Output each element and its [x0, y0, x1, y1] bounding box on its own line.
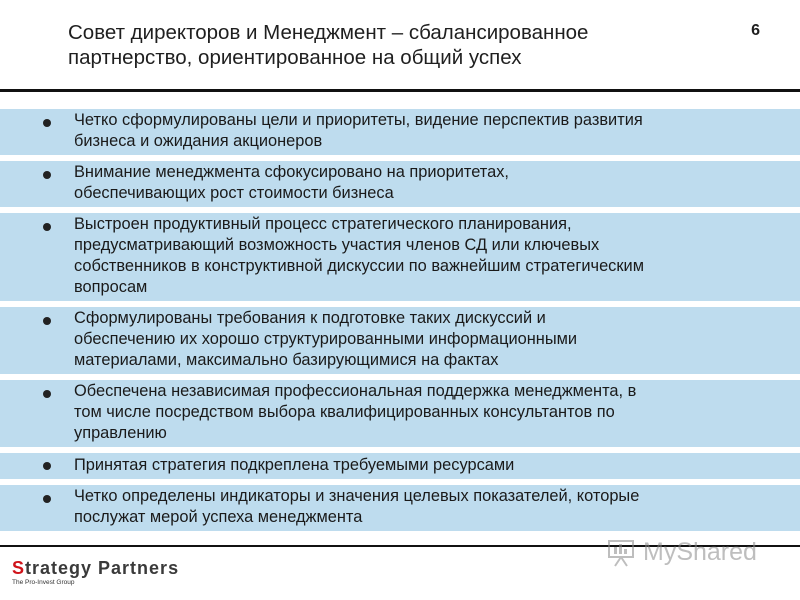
- list-item-line: Четко сформулированы цели и приоритеты, видение перспектив развития: [74, 111, 643, 129]
- presentation-icon: [605, 535, 639, 569]
- list-item-text: [74, 162, 774, 204]
- list-item-line: Обеспечена независимая профессиональная поддержка менеджмента, в: [74, 382, 637, 400]
- bullet-icon: [43, 495, 51, 503]
- list-item: [0, 109, 800, 155]
- watermark: [605, 534, 775, 570]
- list-item-line: собственников в конструктивной дискуссии по важнейшим стратегическим: [74, 257, 644, 275]
- list-item-line: послужат мерой успеха менеджмента: [74, 508, 363, 526]
- list-item-line: управлению: [74, 424, 167, 442]
- slide-title: [68, 20, 708, 70]
- list-item-line: обеспечению их хорошо структурированными информационными: [74, 330, 578, 348]
- list-item-line: Сформулированы требования к подготовке таких дискуссий и: [74, 309, 546, 327]
- bullet-icon: [43, 462, 51, 470]
- list-item-line: предусматривающий возможность участия членов СД или ключевых: [74, 236, 600, 254]
- list-item-line: Принятая стратегия подкреплена требуемыми ресурсами: [74, 456, 515, 474]
- watermark-text: MyShared: [643, 537, 757, 566]
- list-item-line: бизнеса и ожидания акционеров: [74, 132, 323, 150]
- title-divider: [0, 89, 800, 92]
- list-item-text: [74, 486, 774, 528]
- list-item-line: обеспечивающих рост стоимости бизнеса: [74, 184, 394, 202]
- list-item-text: [74, 308, 774, 371]
- list-item-line: вопросам: [74, 278, 148, 296]
- slide-title-line: Совет директоров и Менеджмент – сбалансированное: [68, 21, 589, 44]
- list-item-text: [74, 381, 774, 444]
- bullet-icon: [43, 390, 51, 398]
- bullet-list: [0, 109, 800, 543]
- list-item: [0, 161, 800, 207]
- bullet-icon: [43, 171, 51, 179]
- list-item: [0, 453, 800, 479]
- page-number: 6: [751, 22, 760, 39]
- list-item-text: [74, 214, 774, 298]
- slide-title-line: партнерство, ориентированное на общий успех: [68, 46, 522, 69]
- bullet-icon: [43, 317, 51, 325]
- list-item: [0, 213, 800, 301]
- list-item: [0, 380, 800, 447]
- company-logo: [12, 558, 242, 594]
- list-item-line: том числе посредством выбора квалифицированных консультантов по: [74, 403, 615, 421]
- list-item: [0, 485, 800, 531]
- list-item-line: материалами, максимально базирующимися на фактах: [74, 351, 499, 369]
- list-item-line: Внимание менеджмента сфокусировано на приоритетах,: [74, 163, 509, 181]
- logo-name-rest: trategy Partners: [25, 558, 180, 578]
- logo-name: [12, 558, 242, 578]
- logo-tagline: The Pro-Invest Group: [12, 579, 75, 586]
- list-item-text: [74, 110, 774, 152]
- list-item-text: [74, 455, 774, 476]
- list-item-line: Четко определены индикаторы и значения целевых показателей, которые: [74, 487, 640, 505]
- list-item: [0, 307, 800, 374]
- logo-initial: S: [12, 558, 26, 578]
- bullet-icon: [43, 119, 51, 127]
- bullet-icon: [43, 223, 51, 231]
- list-item-line: Выстроен продуктивный процесс стратегического планирования,: [74, 215, 572, 233]
